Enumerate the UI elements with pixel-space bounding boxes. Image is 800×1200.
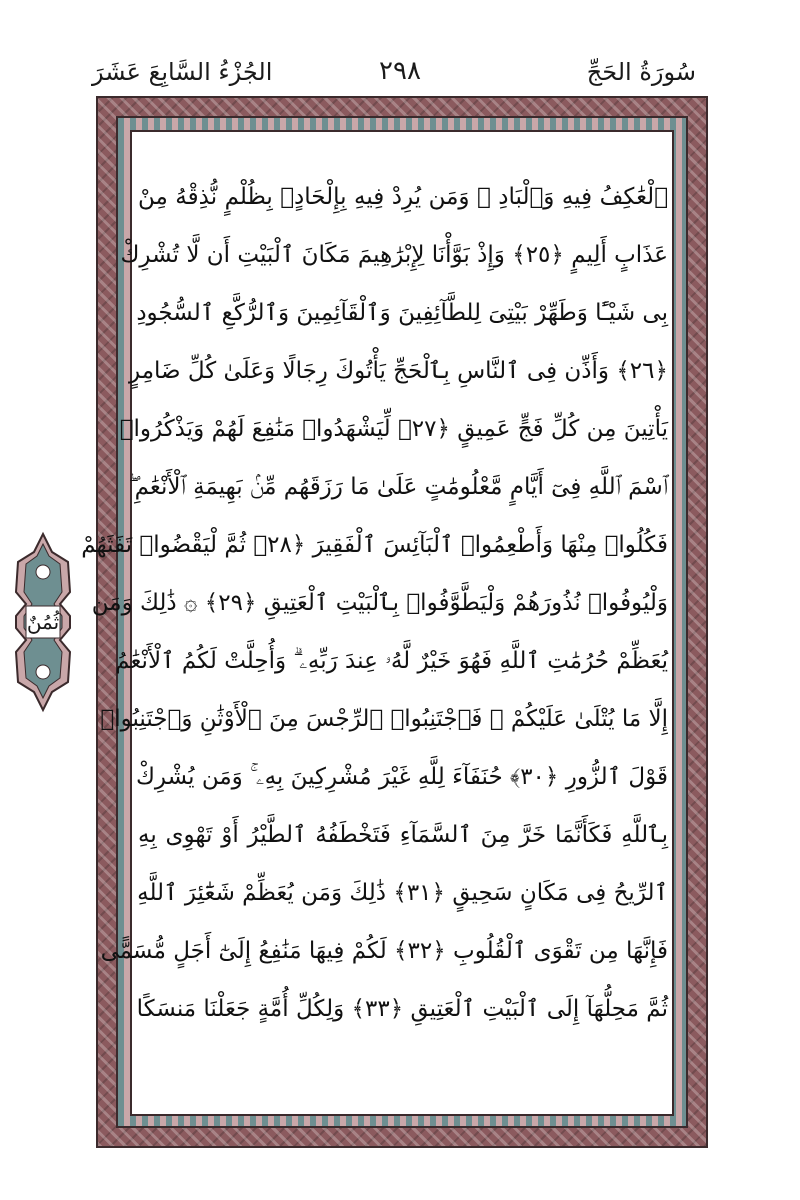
verse-line: بِٱللَّهِ فَكَأَنَّمَا خَرَّ مِنَ ٱلسَّمَآءِ فَتَخْطَفُهُ ٱلطَّيْرُ أَوْ تَهْوِى بِهِ — [138, 822, 668, 848]
verse-line: ٱلرِّيحُ فِى مَكَانٍ سَحِيقٍ ﴿٣١﴾ ذَٰلِكَ وَمَن يُعَظِّمْ شَعَٰٓئِرَ ٱللَّهِ — [137, 880, 668, 906]
verse-lines — [81, 168, 668, 1038]
page-number: ٢٩٨ — [379, 56, 421, 86]
surah-title: سُورَةُ الحَجِّ — [586, 58, 696, 86]
verse-line: ثُمَّ مَحِلُّهَآ إِلَى ٱلْبَيْتِ ٱلْعَتِيقِ ﴿٣٣﴾ وَلِكُلِّ أُمَّةٍ جَعَلْنَا مَنسَكًا — [136, 996, 668, 1022]
page-header — [0, 0, 800, 100]
verse-line: قَوْلَ ٱلزُّورِ ﴿٣٠﴾ حُنَفَآءَ لِلَّهِ غَيْرَ مُشْرِكِينَ بِهِۦ ۚ وَمَن يُشْرِكْ — [135, 764, 668, 790]
verse-line: وَلْيُوفُوا۟ نُذُورَهُمْ وَلْيَطَّوَّفُوا۟ بِٱلْبَيْتِ ٱلْعَتِيقِ ﴿٢٩﴾ ۞ ذَٰلِكَ وَمَن — [91, 590, 668, 616]
verse-line: بِى شَيْـًٔا وَطَهِّرْ بَيْتِىَ لِلطَّآئِفِينَ وَٱلْقَآئِمِينَ وَٱلرُّكَّعِ ٱلسُّجُودِ — [136, 300, 668, 326]
verse-line: فَإِنَّهَا مِن تَقْوَى ٱلْقُلُوبِ ﴿٣٢﴾ لَكُمْ فِيهَا مَنَٰفِعُ إِلَىٰٓ أَجَلٍ مُّسَمًّى — [100, 938, 668, 964]
verse-line: عَذَابٍ أَلِيمٍ ﴿٢٥﴾ وَإِذْ بَوَّأْنَا لِإِبْرَٰهِيمَ مَكَانَ ٱلْبَيْتِ أَن لَّا تُشْرِكْ — [120, 242, 668, 268]
verse-line: ٱلْعَٰكِفُ فِيهِ وَٱلْبَادِ ۚ وَمَن يُرِدْ فِيهِ بِإِلْحَادٍۭ بِظُلْمٍ نُّذِقْهُ مِنْ — [138, 184, 668, 210]
verse-line: يَأْتِينَ مِن كُلِّ فَجٍّ عَمِيقٍ ﴿٢٧﴾ لِّيَشْهَدُوا۟ مَنَٰفِعَ لَهُمْ وَيَذْكُرُوا۟ — [119, 416, 668, 442]
verse-line: يُعَظِّمْ حُرُمَٰتِ ٱللَّهِ فَهُوَ خَيْرٌ لَّهُۥ عِندَ رَبِّهِۦ ۗ وَأُحِلَّتْ لَكُمُ ٱلْأَنْعَٰمُ — [115, 648, 668, 674]
verse-line: ٱسْمَ ٱللَّهِ فِىٓ أَيَّامٍ مَّعْلُومَٰتٍ عَلَىٰ مَا رَزَقَهُم مِّنۢ بَهِيمَةِ ٱلْأَنْعَٰمِ ۖ — [128, 474, 668, 500]
hizb-marker-ornament — [8, 532, 78, 712]
verse-line: ﴿٢٦﴾ وَأَذِّن فِى ٱلنَّاسِ بِٱلْحَجِّ يَأْتُوكَ رِجَالًا وَعَلَىٰ كُلِّ ضَامِرٍ — [129, 358, 668, 384]
verse-line: فَكُلُوا۟ مِنْهَا وَأَطْعِمُوا۟ ٱلْبَآئِسَ ٱلْفَقِيرَ ﴿٢٨﴾ ثُمَّ لْيَقْضُوا۟ تَفَثَهُمْ — [81, 532, 668, 558]
verse-line: إِلَّا مَا يُتْلَىٰ عَلَيْكُمْ ۖ فَٱجْتَنِبُوا۟ ٱلرِّجْسَ مِنَ ٱلْأَوْثَٰنِ وَٱجْتَنِبُوا۟ — [100, 706, 668, 732]
juz-title: الجُزْءُ السَّابِعَ عَشَرَ — [92, 58, 273, 86]
hizb-label: ثُمُنٌ — [26, 610, 60, 634]
